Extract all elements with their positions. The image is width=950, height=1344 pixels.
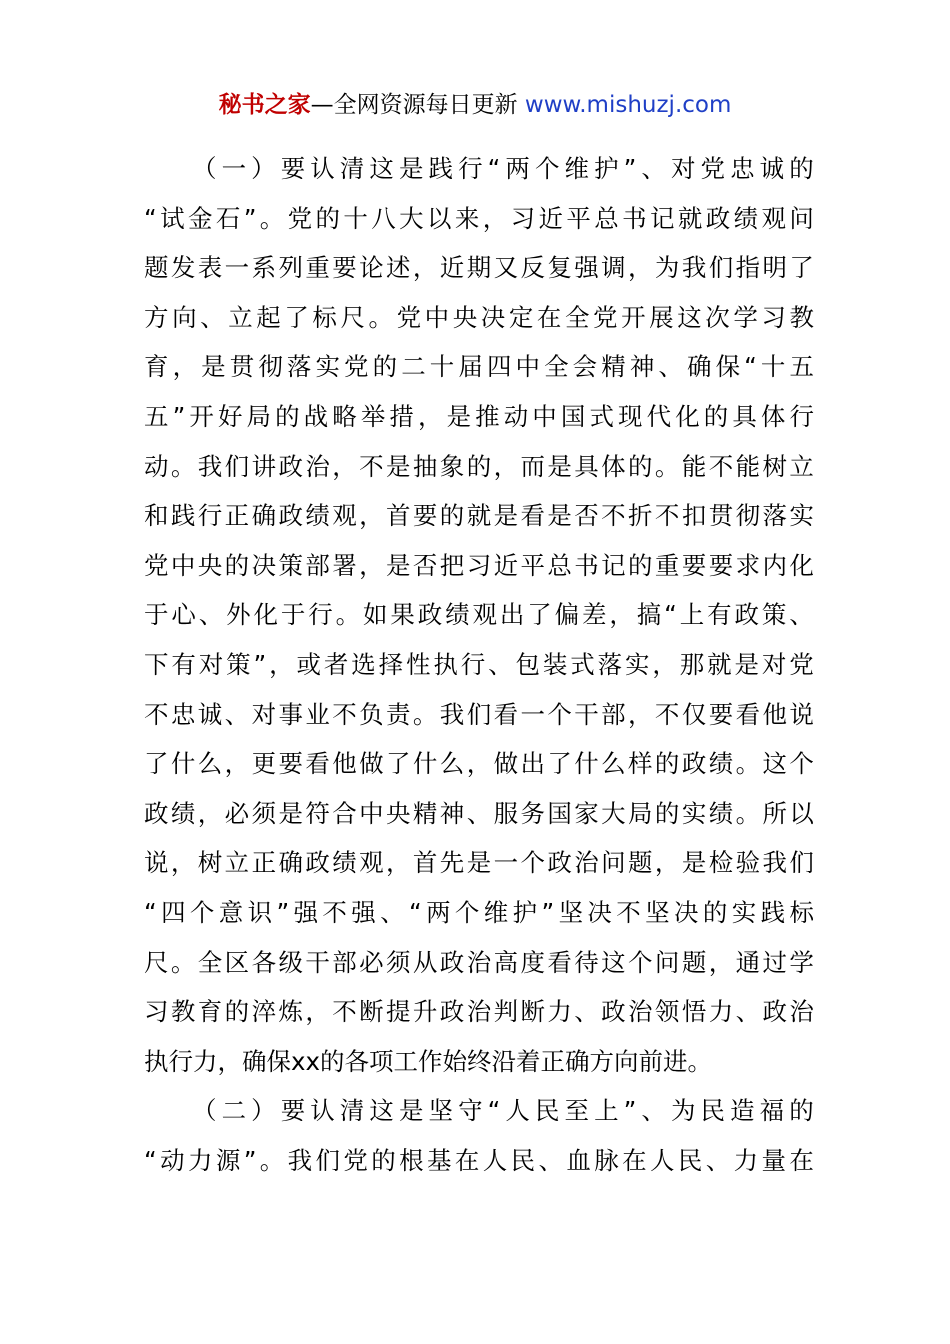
text-line: 下 有 对 策 ” ， 或 者 选 择 性 执 行 、 包 装 式 落 实 ， 那 就 是 对 党 bbox=[144, 649, 814, 679]
document-body bbox=[144, 144, 814, 1185]
text-line: 育 ， 是 贯 彻 落 实 党 的 二 十 届 四 中 全 会 精 神 、 确 保 “ 十 五 bbox=[144, 352, 814, 382]
text-line: 尺 。 全 区 各 级 干 部 必 须 从 政 治 高 度 看 待 这 个 问 题 ， 通 过 学 bbox=[144, 947, 814, 977]
text-line: 动 。 我 们 讲 政 治 ， 不 是 抽 象 的 ， 而 是 具 体 的 。 能 不 能 树 立 bbox=[144, 451, 814, 481]
text-line: “ 动 力 源 ” 。 我 们 党 的 根 基 在 人 民 、 血 脉 在 人 民 、 力 量 在 bbox=[144, 1145, 814, 1175]
page-header bbox=[0, 88, 950, 122]
text-line: 执行力，确保xx的各项工作始终沿着正确方向前进。 bbox=[144, 1046, 712, 1076]
text-line: 题 发 表 一 系 列 重 要 论 述 ， 近 期 又 反 复 强 调 ， 为 我 们 指 明 了 bbox=[144, 253, 814, 283]
text-line: “ 试 金 石 ” 。 党 的 十 八 大 以 来 ， 习 近 平 总 书 记 就 政 绩 观 问 bbox=[144, 203, 814, 233]
text-line: 于 心 、 外 化 于 行 。 如 果 政 绩 观 出 了 偏 差 ， 搞 “ 上 有 政 策 、 bbox=[144, 600, 814, 630]
text-line: 习 教 育 的 淬 炼 ， 不 断 提 升 政 治 判 断 力 、 政 治 领 悟 力 、 政 治 bbox=[144, 997, 814, 1027]
site-brand: 秘书之家 bbox=[218, 92, 311, 118]
paragraph-2 bbox=[144, 1086, 814, 1185]
text-line: （ 二 ） 要 认 清 这 是 坚 守 “ 人 民 至 上 ” 、 为 民 造 福 的 bbox=[192, 1096, 814, 1126]
text-line: 政 绩 ， 必 须 是 符 合 中 央 精 神 、 服 务 国 家 大 局 的 实 绩 。 所 以 bbox=[144, 798, 814, 828]
text-line: 五 ” 开 好 局 的 战 略 举 措 ， 是 推 动 中 国 式 现 代 化 的 具 体 行 bbox=[144, 401, 814, 431]
paragraph-1 bbox=[144, 144, 814, 1086]
text-line: 不 忠 诚 、 对 事 业 不 负 责 。 我 们 看 一 个 干 部 ， 不 仅 要 看 他 说 bbox=[144, 699, 814, 729]
text-line: 了 什 么 ， 更 要 看 他 做 了 什 么 ， 做 出 了 什 么 样 的 政 绩 。 这 个 bbox=[144, 749, 814, 779]
site-tagline: —全网资源每日更新 bbox=[310, 92, 525, 118]
text-line: 党 中 央 的 决 策 部 署 ， 是 否 把 习 近 平 总 书 记 的 重 要 要 求 内 化 bbox=[144, 550, 814, 580]
text-line: “ 四 个 意 识 ” 强 不 强 、 “ 两 个 维 护 ” 坚 决 不 坚 决 的 实 践 标 bbox=[144, 897, 814, 927]
text-line: 方 向 、 立 起 了 标 尺 。 党 中 央 决 定 在 全 党 开 展 这 次 学 习 教 bbox=[144, 302, 814, 332]
text-line: （ 一 ） 要 认 清 这 是 践 行 “ 两 个 维 护 ” 、 对 党 忠 诚 的 bbox=[192, 154, 814, 183]
text-line: 和 践 行 正 确 政 绩 观 ， 首 要 的 就 是 看 是 否 不 折 不 扣 贯 彻 落 实 bbox=[144, 501, 814, 531]
text-line: 说 ， 树 立 正 确 政 绩 观 ， 首 先 是 一 个 政 治 问 题 ， 是 检 验 我 们 bbox=[144, 848, 814, 878]
site-url-link[interactable]: www.mishuzj.com bbox=[524, 92, 732, 118]
